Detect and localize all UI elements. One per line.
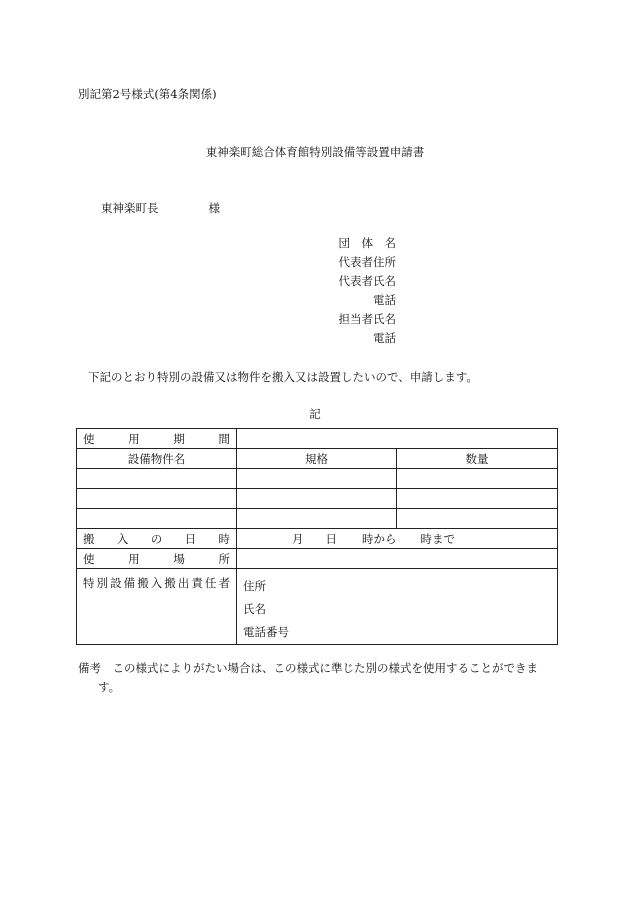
col-item-header: 設備物件名 — [77, 449, 237, 469]
col-spec-header: 規格 — [237, 449, 397, 469]
usage-place-label: 使 用 場 所 — [77, 549, 237, 569]
rep-address-label: 代表者住所 — [338, 255, 396, 269]
item-row — [77, 469, 558, 489]
item-spec-cell[interactable] — [237, 489, 397, 509]
carry-in-value[interactable]: 月 日 時から 時まで — [237, 529, 558, 549]
carry-in-row — [77, 529, 558, 549]
item-header-row — [77, 449, 558, 469]
col-qty-header: 数量 — [397, 449, 558, 469]
usage-period-label: 使 用 期 間 — [77, 429, 237, 449]
addressee-name: 東神楽町長 — [101, 201, 159, 215]
usage-period-value[interactable] — [237, 429, 558, 449]
remarks-text-cont: す。 — [98, 680, 121, 694]
responsible-label: 特 別 設 備 搬 入 搬 出 責 任 者 — [77, 569, 237, 645]
usage-period-row — [77, 429, 558, 449]
item-row — [77, 509, 558, 529]
contact-name-label: 担当者氏名 — [338, 312, 396, 326]
resp-address-label: 住所 — [243, 579, 266, 593]
item-qty-cell[interactable] — [397, 469, 558, 489]
item-spec-cell[interactable] — [237, 469, 397, 489]
item-row — [77, 489, 558, 509]
carry-in-label: 搬 入 の 日 時 — [77, 529, 237, 549]
resp-phone-label: 電話番号 — [243, 625, 289, 639]
usage-place-value[interactable] — [237, 549, 558, 569]
item-spec-cell[interactable] — [237, 509, 397, 529]
remarks — [78, 659, 562, 697]
remarks-label: 備考 — [78, 661, 101, 675]
intro-text: 下記のとおり特別の設備又は物件を搬入又は設置したいので、申請します。 — [88, 370, 478, 384]
ki-heading: 記 — [309, 407, 321, 421]
item-qty-cell[interactable] — [397, 489, 558, 509]
remarks-text: この様式によりがたい場合は、この様式に準じた別の様式を使用することができま — [112, 661, 538, 675]
responsible-value[interactable] — [237, 569, 558, 645]
addressee — [101, 200, 220, 216]
form-number: 別記第2号様式(第4条関係) — [78, 87, 217, 101]
resp-name-label: 氏名 — [243, 602, 266, 616]
item-qty-cell[interactable] — [397, 509, 558, 529]
responsible-row — [77, 569, 558, 645]
rep-phone-label: 電話 — [373, 293, 396, 307]
addressee-honorific: 様 — [208, 201, 220, 215]
rep-name-label: 代表者氏名 — [338, 274, 396, 288]
contact-phone-label: 電話 — [373, 331, 396, 345]
usage-place-row — [77, 549, 558, 569]
group-name-label: 団 体 名 — [338, 236, 396, 250]
detail-table — [76, 428, 558, 645]
item-name-cell[interactable] — [77, 469, 237, 489]
document-title: 東神楽町総合体育館特別設備等設置申請書 — [205, 145, 425, 159]
item-name-cell[interactable] — [77, 509, 237, 529]
item-name-cell[interactable] — [77, 489, 237, 509]
